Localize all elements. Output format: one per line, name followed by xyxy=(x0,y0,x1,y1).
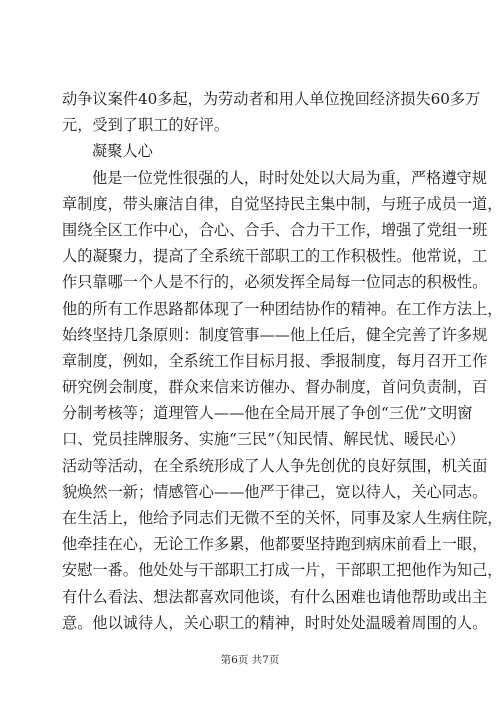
section-heading: 凝聚人心 xyxy=(92,142,153,161)
text-line: 他的所有工作思路都体现了一种团结协作的精神。在工作方法上， xyxy=(62,299,502,318)
text-line: 章制度，带头廉洁自律，自觉坚持民主集中制，与班子成员一道， xyxy=(62,194,502,213)
text-line: 意。他以诚待人，关心职工的精神，时时处处温暖着周围的人。 xyxy=(62,613,488,632)
text-line: 有什么看法、想法都喜欢同他谈，有什么困难也请他帮助或出主 xyxy=(62,587,488,606)
text-line: 安慰一番。他处处与干部职工打成一片，干部职工把他作为知己， xyxy=(62,561,502,580)
text-line: 分制考核等；道理管人——他在全局开展了争创“三优”文明窗 xyxy=(62,404,473,423)
text-line: 他是一位党性很强的人，时时处处以大局为重，严格遵守规 xyxy=(92,168,487,187)
text-line: 口、党员挂牌服务、实施“三民”（知民情、解民忧、暖民心） xyxy=(62,430,465,449)
text-line: 围绕全区工作中心，合心、合手、合力干工作，增强了党组一班 xyxy=(62,220,488,239)
text-line: 貌焕然一新；情感管心——他严于律己，宽以待人，关心同志。 xyxy=(62,482,488,501)
text-line: 他牵挂在心，无论工作多累，他都要坚持跑到病床前看上一眼， xyxy=(62,535,488,554)
text-line: 动争议案件40多起，为劳动者和用人单位挽回经济损失60多万 xyxy=(62,90,481,108)
text-line: 作只靠哪一个人是不行的，必须发挥全局每一位同志的积极性。 xyxy=(62,273,488,292)
page-number-footer: 第6页 共7页 xyxy=(220,654,280,666)
text-line: 人的凝聚力，提高了全系统干部职工的工作积极性。他常说，工 xyxy=(62,247,488,266)
document-body xyxy=(62,86,502,636)
text-line: 始终坚持几条原则：制度管事——他上任后，健全完善了许多规 xyxy=(62,325,488,344)
text-line: 在生活上，他给予同志们无微不至的关怀，同事及家人生病住院， xyxy=(62,509,502,527)
text-line: 章制度，例如，全系统工作目标月报、季报制度，每月召开工作 xyxy=(62,351,488,370)
text-line: 活动等活动，在全系统形成了人人争先创优的良好氛围，机关面 xyxy=(62,456,488,475)
text-line: 研究例会制度，群众来信来访催办、督办制度，首问负责制，百 xyxy=(62,378,488,397)
text-line: 元，受到了职工的好评。 xyxy=(62,116,230,135)
